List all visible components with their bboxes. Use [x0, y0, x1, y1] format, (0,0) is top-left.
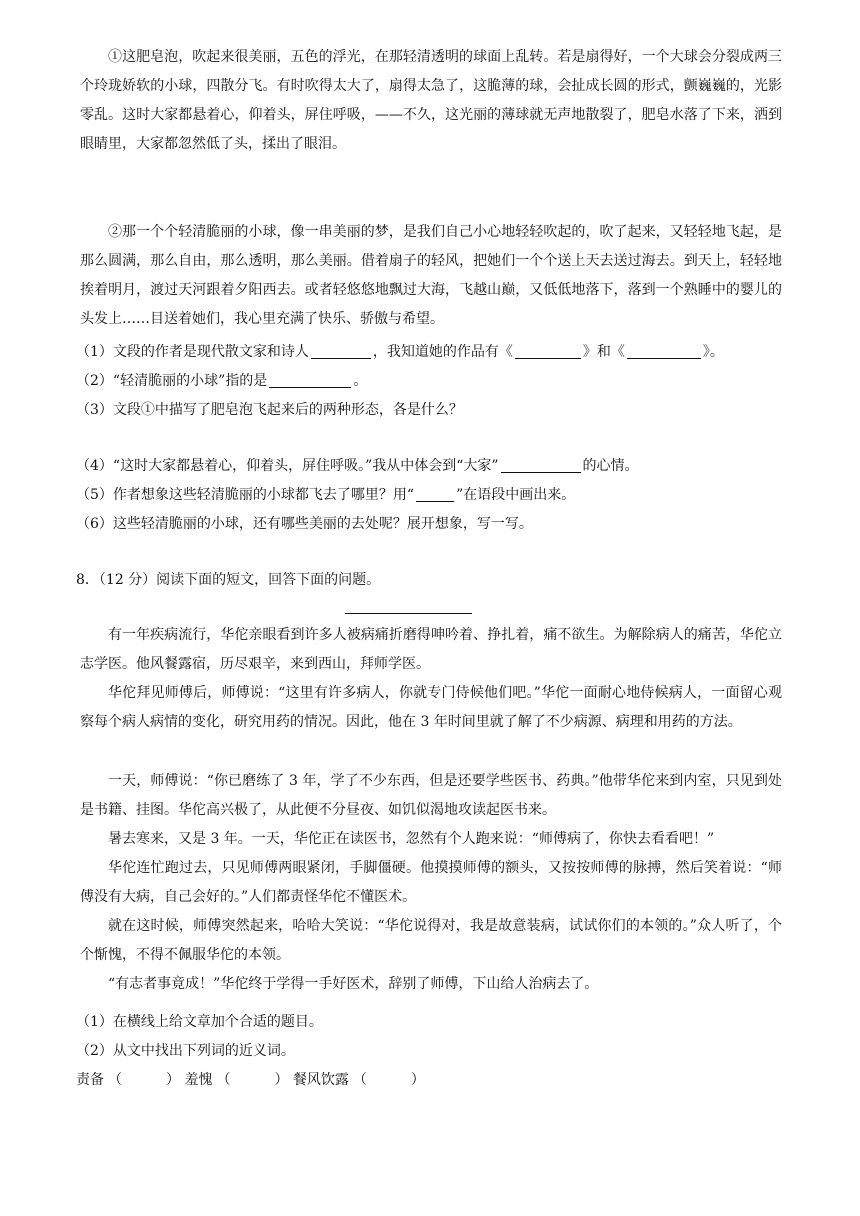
question-4: （4）“这时大家都悬着心，仰着头，屏住呼吸。”我从中体会到“大家” 的心情。 [76, 458, 639, 474]
question-1: （1）文段的作者是现代散文家和诗人 ，我知道她的作品有《 》和《 》。 [76, 344, 724, 360]
answer-blank[interactable] [627, 344, 701, 359]
story-paragraph-6: 就在这时候，师傅突然起来，哈哈大笑说：“华佗说得对，我是故意装病，试试你们的本领的。”众人听了，个个惭愧，不得不佩服华佗的本领。 [80, 918, 782, 963]
section-8-question-2: （2）从文中找出下列词的近义词。 [76, 1043, 295, 1059]
story-paragraph-2: 华佗拜见师傅后，师傅说：“这里有许多病人，你就专门侍候他们吧。”华佗一面耐心地侍候病人，一面留心观察每个病人病情的变化，研究用药的情况。因此，他在 3 年时间里就了解了不少病源、病理和用药的方法。 [80, 685, 782, 730]
story-paragraph-3: 一天，师傅说：“你已磨练了 3 年，学了不少东西，但是还要学些医书、药典。”他带华佗来到内室，只见到处是书籍、挂图。华佗高兴极了，从此便不分昼夜、如饥似渴地攻读起医书来。 [80, 773, 782, 818]
story-paragraph-4: 暑去寒来，又是 3 年。一天，华佗正在读医书，忽然有个人跑来说：“师傅病了，你快去看看吧！” [108, 831, 715, 847]
question-2: （2）“轻清脆丽的小球”指的是 。 [76, 373, 368, 389]
question-3: （3）文段①中描写了肥皂泡飞起来后的两种形态，各是什么？ [76, 402, 463, 418]
passage1-paragraph-2: ②那一个个轻清脆丽的小球，像一串美丽的梦，是我们自己小心地轻轻吹起的，吹了起来，又轻轻地飞起，是那么圆满，那么自由，那么透明，那么美丽。借着扇子的轻风，把她们一个个送上天去送过海去。到天上，轻轻地挨着明月，渡过天河跟着夕阳西去。或者轻悠悠地飘过大海，飞越山巅，又低低地落下，落到一个熟睡中的婴儿的头发上……目送着她们，我心里充满了快乐、骄傲与希望。 [80, 224, 782, 327]
section-8-question-1: （1）在横线上给文章加个合适的题目。 [76, 1014, 323, 1030]
section-8-heading: 8．（12 分）阅读下面的短文，回答下面的问题。 [76, 572, 381, 588]
answer-blank[interactable] [311, 344, 371, 359]
answer-blank[interactable] [416, 487, 454, 502]
word-2: 羞愧 [184, 1072, 213, 1088]
answer-blank[interactable] [501, 458, 581, 473]
story-paragraph-7: “有志者事竟成！”华佗终于学得一手好医术，辞别了师傅，下山给人治病去了。 [108, 976, 599, 992]
answer-blank[interactable] [269, 373, 351, 388]
word-1: 责备 [76, 1072, 104, 1088]
passage1-paragraph-1: ①这肥皂泡，吹起来很美丽，五色的浮光，在那轻清透明的球面上乱转。若是扇得好，一个大球会分裂成两三个玲珑娇软的小球，四散分飞。有时吹得太大了，扇得太急了，这脆薄的球，会扯成长圆的形式，颤巍巍的，光影零乱。这时大家都悬着心，仰着头，屏住呼吸，——不久，这光丽的薄球就无声地散裂了，肥皂水落了下来，洒到眼睛里，大家都忽然低了头，揉出了眼泪。 [80, 49, 782, 152]
synonym-word-list: 责备 （ ） 羞愧 （ ） 餐风饮露 （ ） [76, 1072, 425, 1088]
answer-blank[interactable] [515, 344, 581, 359]
title-blank-line[interactable] [345, 613, 472, 614]
word-3: 餐风饮露 [292, 1072, 349, 1088]
question-6: （6）这些轻清脆丽的小球，还有哪些美丽的去处呢？展开想象，写一写。 [76, 516, 533, 532]
question-5: （5）作者想象这些轻清脆丽的小球都飞去了哪里？用“ ”在语段中画出来。 [76, 487, 576, 503]
story-paragraph-1: 有一年疾病流行，华佗亲眼看到许多人被病痛折磨得呻吟着、挣扎着，痛不欲生。为解除病人的痛苦，华佗立志学医。他风餐露宿，历尽艰辛，来到西山，拜师学医。 [80, 627, 782, 672]
story-paragraph-5: 华佗连忙跑过去，只见师傅两眼紧闭，手脚僵硬。他摸摸师傅的额头，又按按师傅的脉搏，然后笑着说：“师傅没有大病，自己会好的。”人们都责怪华佗不懂医术。 [80, 860, 782, 905]
